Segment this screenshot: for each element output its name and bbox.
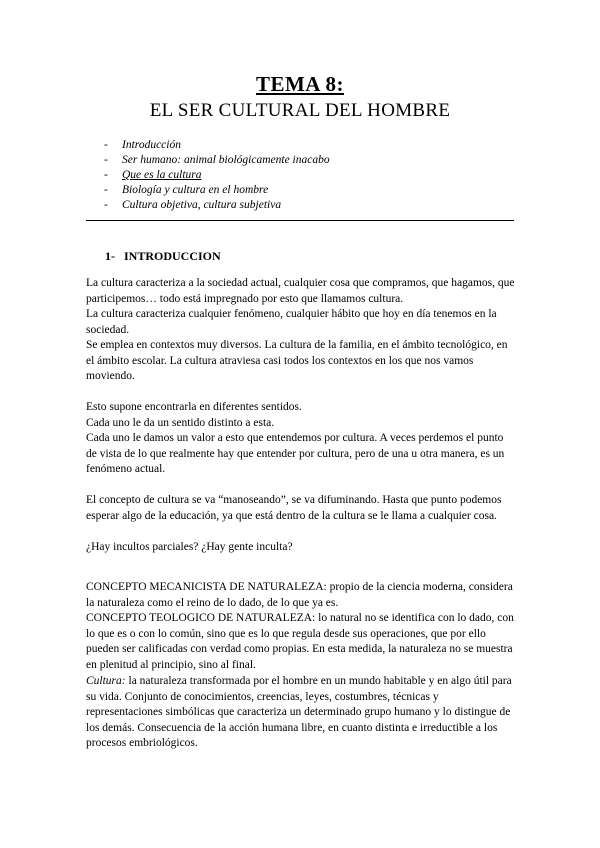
- definition-text: la naturaleza transformada por el hombre en un mundo habitable y en algo útil para su vida. Conjunto de conocimientos, creencias, leyes, costumbres, técnicas y representaciones simbólicas que caracteriza un determinado grupo humano y lo distingue de los demás. Consecuencia de la acción humana libre, en cuanto distinta e irreductible a los procesos embriológicos.: [86, 675, 512, 749]
- toc-dash: -: [104, 169, 108, 181]
- paragraph: La cultura caracteriza a la sociedad actual, cualquier cosa que compramos, que hagamos, que participemos… todo está impregnado por esto que llamamos cultura.: [86, 277, 515, 305]
- section-heading: [105, 249, 221, 264]
- paragraph: ¿Hay incultos parciales? ¿Hay gente inculta?: [86, 540, 293, 553]
- toc-item: [104, 138, 330, 153]
- section-number: 1-: [105, 249, 115, 263]
- table-of-contents: [104, 138, 330, 213]
- toc-item: [104, 183, 330, 198]
- paragraph: Esto supone encontrarla en diferentes sentidos.: [86, 401, 302, 413]
- paragraph: Se emplea en contextos muy diversos. La cultura de la familia, en el ámbito tecnológico, en el ámbito escolar. La cultura atraviesa casi todos los contextos en los que nos vamos moviendo.: [86, 339, 508, 382]
- paragraph-gap: [86, 478, 516, 494]
- toc-dash: -: [104, 139, 108, 151]
- concepts-body: [86, 580, 516, 673]
- paragraph: La cultura caracteriza cualquier fenómeno, cualquier hábito que hoy en día tenemos en la sociedad.: [86, 308, 497, 336]
- cultura-definition: [86, 674, 516, 752]
- page-subtitle: EL SER CULTURAL DEL HOMBRE: [149, 100, 451, 121]
- paragraph: El concepto de cultura se va “manoseando”, se va difuminando. Hasta que punto podemos esperar algo de la educación, ya que está dentro de la cultura se le llama a cualquier cosa.: [86, 494, 502, 522]
- definition-term: Cultura:: [86, 675, 126, 687]
- toc-dash: -: [104, 199, 108, 211]
- toc-item-text: Ser humano: animal biológicamente inacabo: [122, 154, 330, 166]
- horizontal-divider: [86, 220, 514, 221]
- paragraph-gap: [86, 524, 516, 540]
- toc-item-text: Introducción: [122, 139, 181, 151]
- toc-dash: -: [104, 184, 108, 196]
- section-title: INTRODUCCION: [124, 249, 221, 263]
- concept-theological: CONCEPTO TEOLOGICO DE NATURALEZA: lo natural no se identifica con lo dado, con lo que es o con lo común, sino que es lo que regula desde sus operaciones, que por ello pueden ser calificadas con verdad como propias. En esta medida, la naturaleza no se muestra en plenitud al principio, sino al final.: [86, 612, 514, 671]
- introduction-body: [86, 276, 516, 555]
- toc-item-text: Que es la cultura: [122, 169, 202, 181]
- toc-dash: -: [104, 154, 108, 166]
- paragraph-gap: [86, 385, 516, 401]
- toc-item-text: Cultura objetiva, cultura subjetiva: [122, 199, 282, 211]
- page-title: TEMA 8:: [255, 72, 345, 96]
- paragraph: Cada uno le damos un valor a esto que entendemos por cultura. A veces perdemos el punto de vista de lo que realmente hay que entender por cultura, pero de una u otra manera, es un fenómeno actual.: [86, 432, 505, 475]
- toc-item: [104, 153, 330, 168]
- toc-item-text: Biología y cultura en el hombre: [122, 184, 269, 196]
- concept-mechanicist: CONCEPTO MECANICISTA DE NATURALEZA: propio de la ciencia moderna, considera la naturaleza como el reino de lo dado, de lo que ya es.: [86, 581, 513, 609]
- toc-item: [104, 198, 330, 213]
- toc-item: [104, 168, 330, 183]
- definition-paragraph: [86, 674, 516, 752]
- paragraph: Cada uno le da un sentido distinto a esta.: [86, 416, 275, 429]
